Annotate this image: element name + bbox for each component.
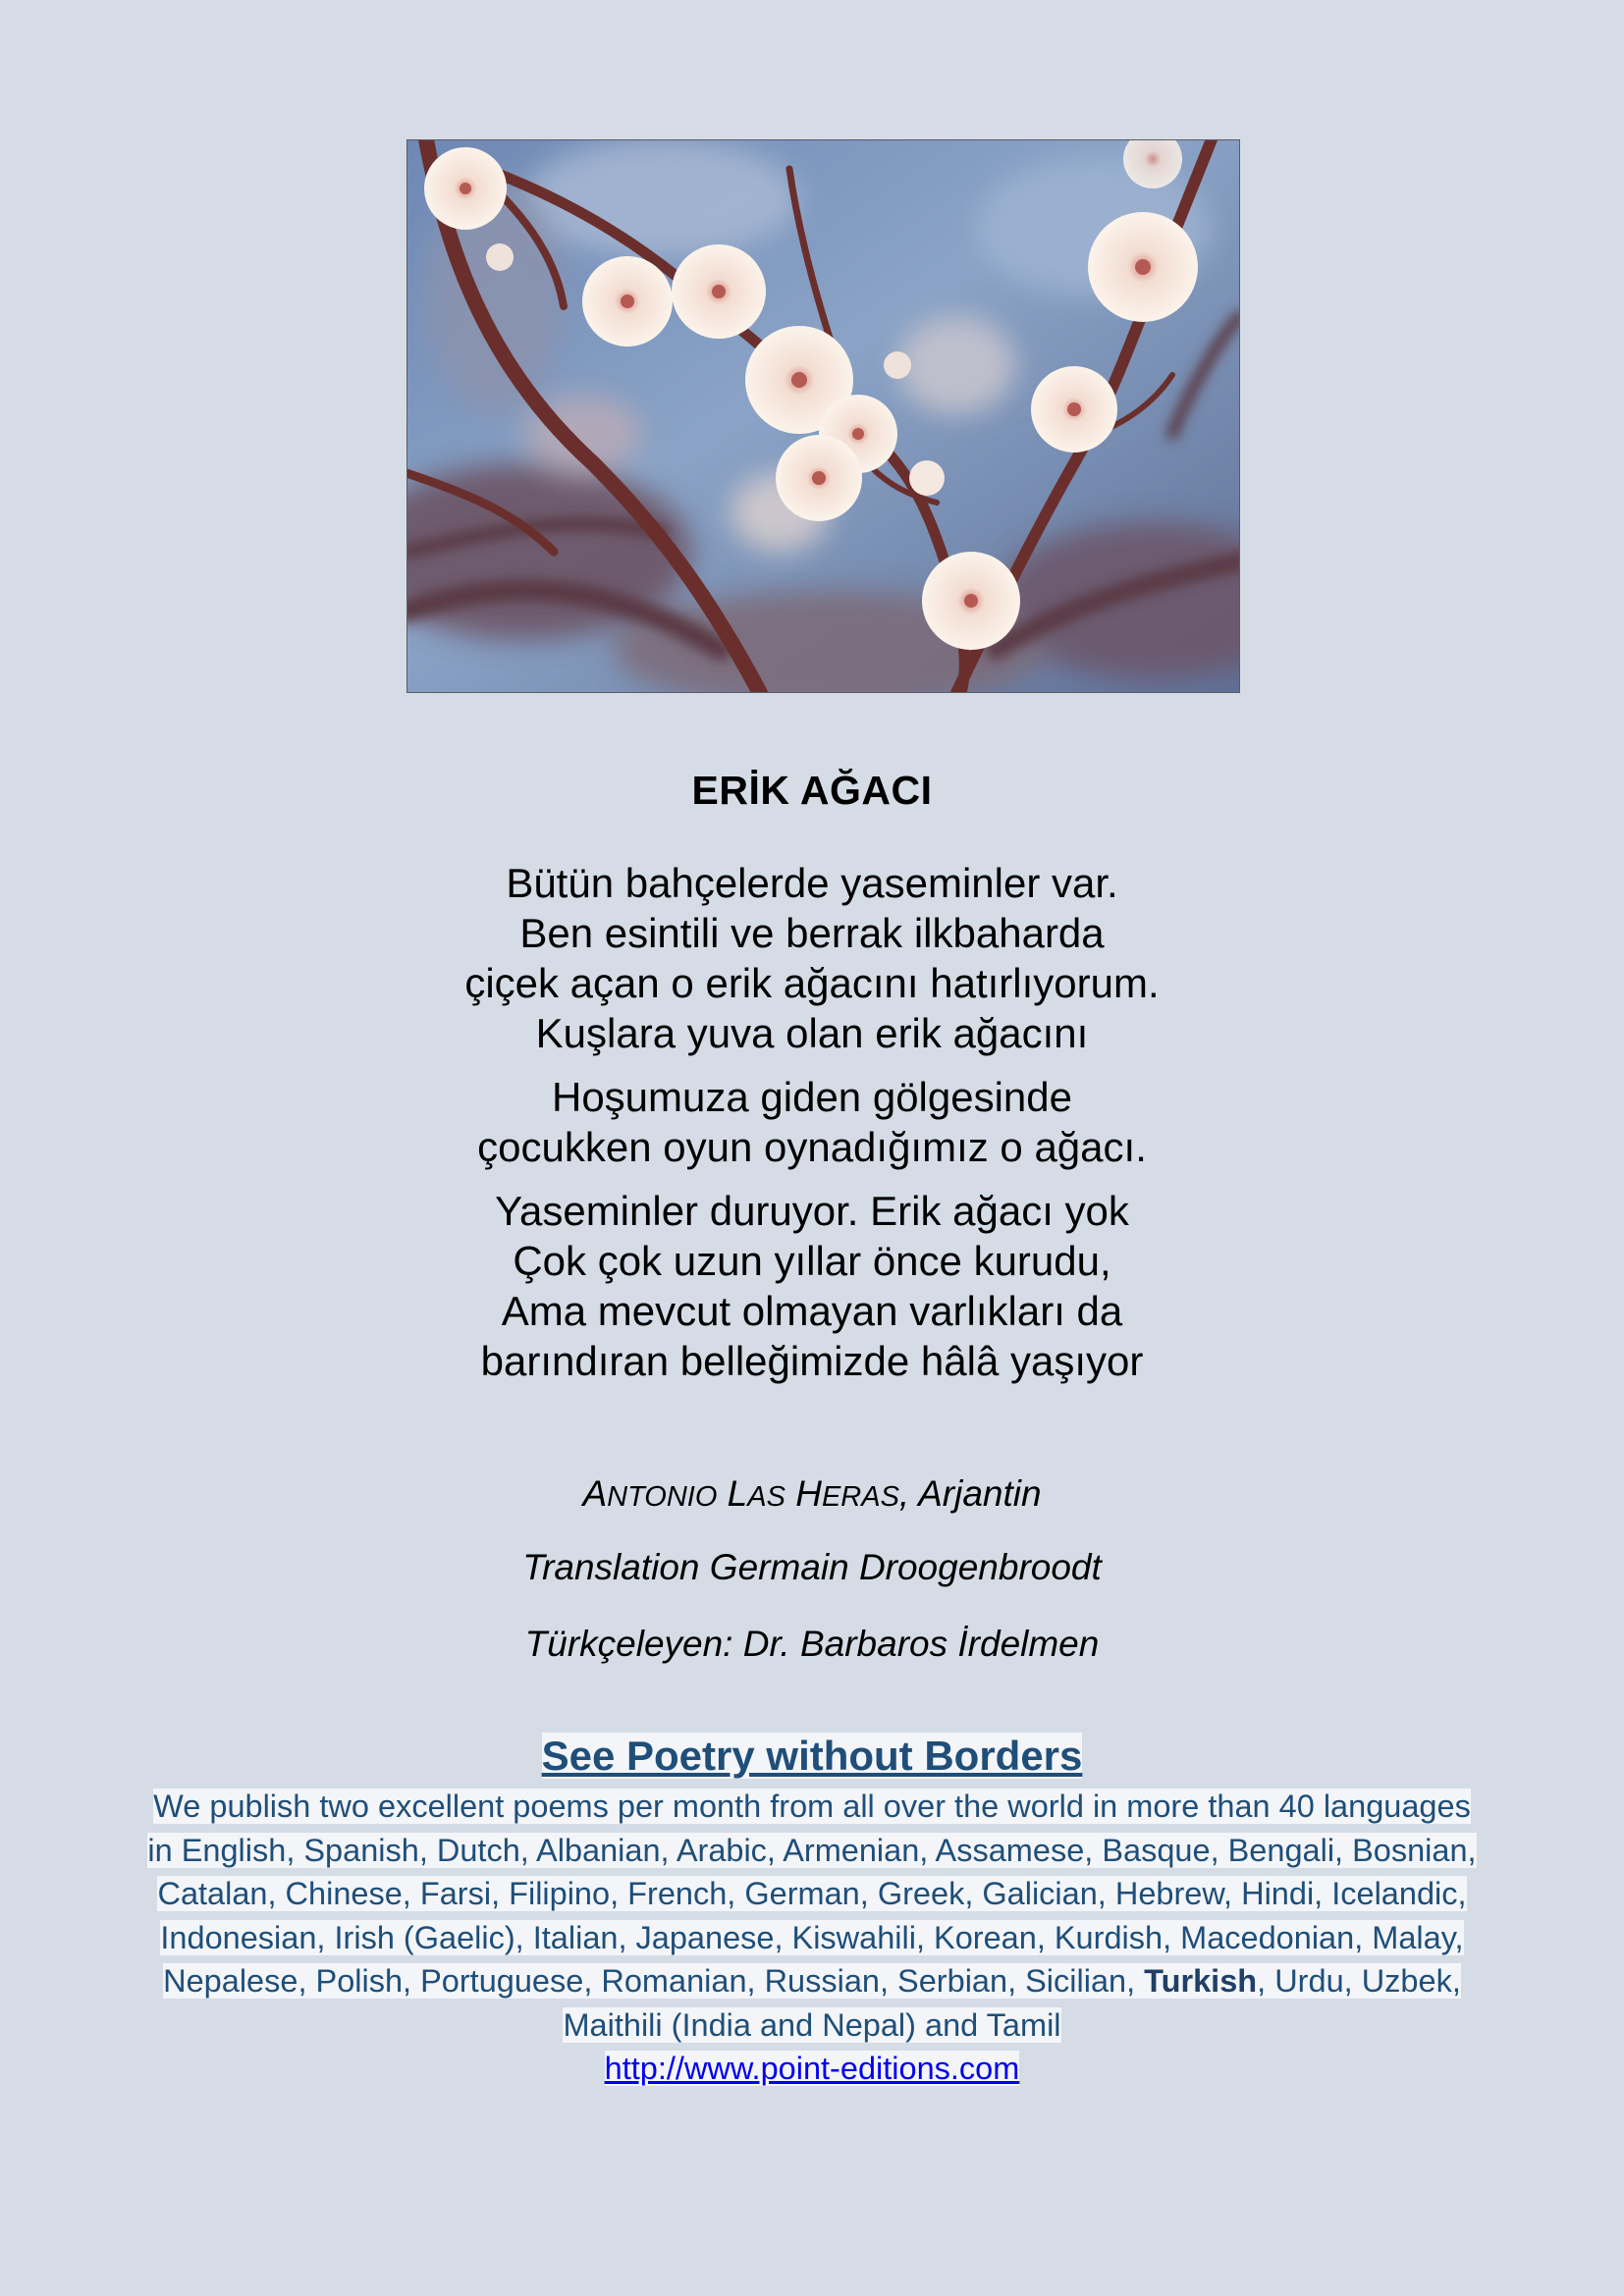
blurb-line: Indonesian, Irish (Gaelic), Italian, Japanese, Kiswahili, Korean, Kurdish, Macedonian, Malay,	[160, 1919, 1464, 1955]
author-name-part: L	[727, 1473, 748, 1514]
author-country: , Arjantin	[898, 1473, 1042, 1514]
poem-line: Yaseminler duruyor. Erik ağacı yok	[495, 1188, 1129, 1234]
blurb-line: in English, Spanish, Dutch, Albanian, Arabic, Armenian, Assamese, Basque, Bengali, Bosnian,	[147, 1832, 1477, 1868]
author-name-part: NTONIO	[607, 1481, 718, 1513]
translation-credit: Translation Germain Droogenbroodt	[522, 1547, 1102, 1587]
blurb-text: , Urdu, Uzbek,	[1257, 1963, 1461, 1999]
blurb-text: Nepalese, Polish, Portuguese, Romanian, Russian, Serbian, Sicilian,	[163, 1963, 1145, 1999]
poem-line: Çok çok uzun yıllar önce kurudu,	[513, 1238, 1111, 1284]
poem-line: Ben esintili ve berrak ilkbaharda	[519, 910, 1105, 956]
plum-blossom-photo	[406, 139, 1240, 693]
turkish-translator-credit: Türkçeleyen: Dr. Barbaros İrdelmen	[524, 1624, 1100, 1664]
poem-line: çiçek açan o erik ağacını hatırlıyorum.	[464, 960, 1160, 1006]
poem-line: çocukken oyun oynadığımız o ağacı.	[477, 1124, 1147, 1170]
poem-line: Bütün bahçelerde yaseminler var.	[506, 860, 1118, 906]
author-name-part: A	[582, 1473, 608, 1514]
promo-blurb	[0, 1785, 1624, 2091]
blurb-line	[163, 1963, 1461, 1999]
author-credit	[0, 1472, 1624, 1519]
poem-body	[0, 858, 1624, 1400]
author-name-part: ERAS	[821, 1481, 899, 1513]
blurb-bold-language: Turkish	[1144, 1963, 1258, 1999]
blurb-line: We publish two excellent poems per month from all over the world in more than 40 languages	[153, 1789, 1471, 1824]
stanza	[0, 858, 1624, 1058]
stanza	[0, 1186, 1624, 1386]
poem-line: Kuşlara yuva olan erik ağacını	[535, 1010, 1089, 1056]
poetry-without-borders-heading[interactable]	[0, 1730, 1624, 1783]
heading-link[interactable]: See Poetry without Borders	[541, 1733, 1083, 1779]
author-name-part: AS	[747, 1481, 785, 1513]
poem-line: Ama mevcut olmayan varlıkları da	[501, 1288, 1123, 1334]
poem-title: ERİK AĞACI	[691, 768, 933, 813]
website-link[interactable]: http://www.point-editions.com	[604, 2051, 1020, 2086]
poem-line: Hoşumuza giden gölgesinde	[551, 1074, 1073, 1120]
author-name-part: H	[795, 1473, 822, 1514]
poem-line: barındıran belleğimizde hâlâ yaşıyor	[480, 1338, 1144, 1384]
stanza	[0, 1072, 1624, 1172]
blurb-line: Catalan, Chinese, Farsi, Filipino, French, German, Greek, Galician, Hebrew, Hindi, Icelandic,	[157, 1876, 1467, 1911]
blurb-line: Maithili (India and Nepal) and Tamil	[563, 2006, 1061, 2043]
